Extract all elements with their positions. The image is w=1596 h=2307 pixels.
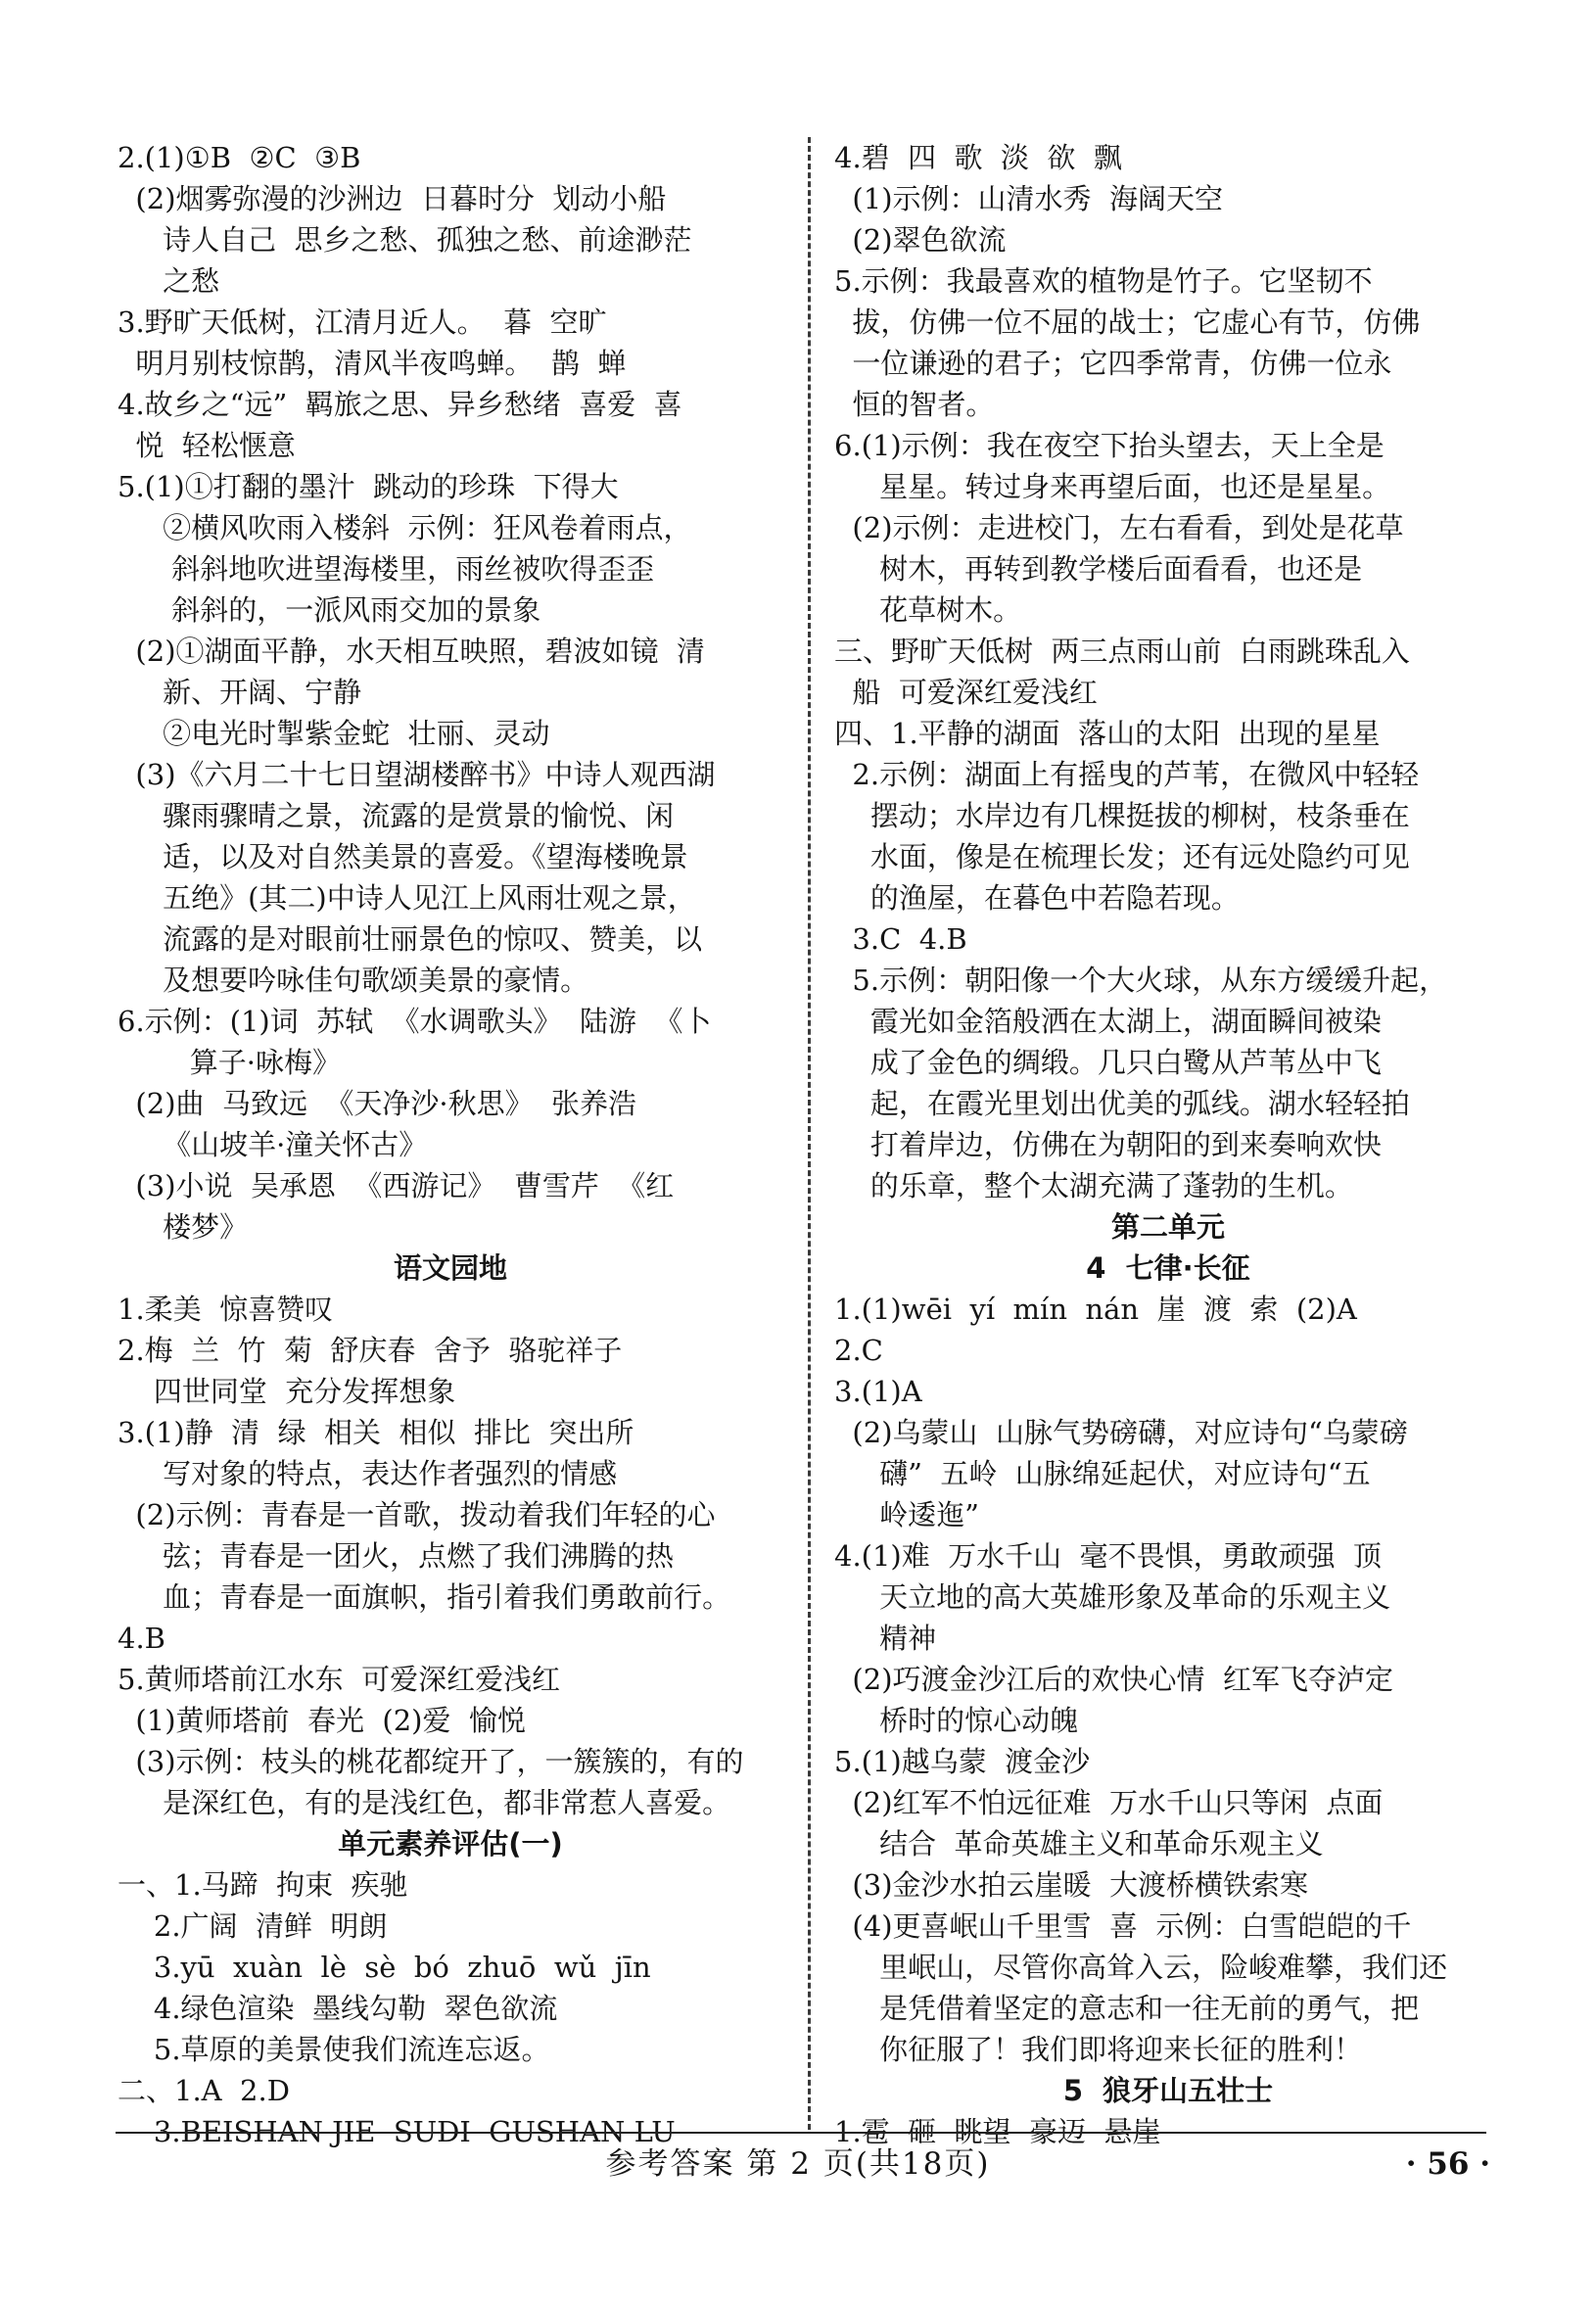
- answer-line: (2)巧渡金沙江后的欢快心情 红军飞夺泸定: [834, 1663, 1393, 1696]
- answer-line: (2)红军不怕远征难 万水千山只等闲 点面: [834, 1786, 1384, 1819]
- answer-line: 一位谦逊的君子；它四季常青，仿佛一位永: [834, 347, 1392, 380]
- answer-line: ②横风吹雨入楼斜 示例：狂风卷着雨点，: [117, 511, 692, 544]
- answer-line: 6.示例：(1)词 苏轼 《水调歌头》 陆游 《卜: [117, 1005, 712, 1038]
- answer-line: 水面，像是在梳理长发；还有远处隐约可见: [834, 840, 1410, 873]
- answer-line: (2)翠色欲流: [834, 223, 1007, 257]
- answer-line: 5.示例：我最喜欢的植物是竹子。它坚韧不: [834, 264, 1373, 298]
- answer-line: 2.(1)①B ②C ③B: [117, 141, 361, 174]
- answer-line: 明月别枝惊鹊，清风半夜鸣蝉。 鹊 蝉: [117, 347, 627, 380]
- answer-line: 3.yū xuàn lè sè bó zhuō wǔ jīn: [117, 1951, 651, 1984]
- section-heading: 4 七律·长征: [1086, 1251, 1250, 1285]
- answer-line: 霞光如金箔般洒在太湖上，湖面瞬间被染: [834, 1005, 1382, 1038]
- answer-line: 5.示例：朝阳像一个大火球，从东方缓缓升起，: [834, 964, 1448, 997]
- answer-line: 5.(1)越乌蒙 渡金沙: [834, 1745, 1091, 1778]
- answer-line: (3)金沙水拍云崖暖 大渡桥横铁索寒: [834, 1868, 1308, 1902]
- answer-line: 打着岸边，仿佛在为朝阳的到来奏响欢快: [834, 1128, 1382, 1161]
- answer-line: 5.黄师塔前江水东 可爱深红爱浅红: [117, 1663, 561, 1696]
- answer-line: 2.广阔 清鲜 明朗: [117, 1909, 388, 1943]
- answer-line: 4.绿色渲染 墨线勾勒 翠色欲流: [117, 1992, 558, 2025]
- answer-line: (3)小说 吴承恩 《西游记》 曹雪芹 《红: [117, 1169, 675, 1202]
- answer-line: (2)乌蒙山 山脉气势磅礴，对应诗句“乌蒙磅: [834, 1416, 1408, 1449]
- answer-line: 新、开阔、宁静: [117, 676, 362, 709]
- answer-line: 4.B: [117, 1622, 165, 1655]
- column-divider: [808, 137, 811, 2130]
- answer-line: 适，以及对自然美景的喜爱。《望海楼晚景: [117, 840, 688, 873]
- left-column: [117, 137, 783, 2152]
- answer-line: 5.草原的美景使我们流连忘返。: [117, 2033, 550, 2066]
- answer-line: 二、1.A 2.D: [117, 2074, 290, 2107]
- answer-line: (2)烟雾弥漫的沙洲边 日暮时分 划动小船: [117, 182, 667, 215]
- answer-line: 骤雨骤晴之景，流露的是赏景的愉悦、闲: [117, 799, 675, 832]
- answer-line: 花草树木。: [834, 593, 1022, 627]
- answer-line: 三、野旷天低树 两三点雨山前 白雨跳珠乱入: [834, 635, 1410, 668]
- section-heading: 语文园地: [393, 1251, 507, 1285]
- answer-line: 成了金色的绸缎。几只白鹭从芦苇丛中飞: [834, 1046, 1382, 1079]
- answer-line: 恒的智者。: [834, 388, 995, 421]
- answer-line: 天立地的高大英雄形象及革命的乐观主义: [834, 1580, 1391, 1614]
- answer-line: 四、1.平静的湖面 落山的太阳 出现的星星: [834, 717, 1381, 750]
- answer-line: (2)示例：走进校门，左右看看，到处是花草: [834, 511, 1404, 544]
- answer-line: 诗人自己 思乡之愁、孤独之愁、前途渺茫: [117, 223, 692, 257]
- answer-line: 5.(1)①打翻的墨汁 跳动的珍珠 下得大: [117, 470, 619, 503]
- answer-line: 结合 革命英雄主义和革命乐观主义: [834, 1827, 1324, 1860]
- page-number: · 56 ·: [1405, 2146, 1490, 2182]
- footer-rule: [116, 2132, 1486, 2134]
- footer-text: 参考答案 第 2 页(共18页): [605, 2146, 991, 2182]
- answer-line: 2.梅 兰 竹 菊 舒庆春 舍予 骆驼祥子: [117, 1334, 623, 1367]
- answer-line: 4.故乡之“远” 羁旅之思、异乡愁绪 喜爱 喜: [117, 388, 682, 421]
- section-heading: 单元素养评估(一): [338, 1827, 563, 1860]
- answer-line: (3)示例：枝头的桃花都绽开了，一簇簇的，有的: [117, 1745, 744, 1778]
- answer-line: 1.柔美 惊喜赞叹: [117, 1293, 334, 1326]
- section-heading: 5 狼牙山五壮士: [1062, 2074, 1274, 2107]
- answer-line: 岭逶迤”: [834, 1498, 979, 1531]
- section-heading: 第二单元: [1110, 1210, 1225, 1244]
- answer-line: 树木，再转到教学楼后面看看，也还是: [834, 552, 1363, 586]
- answer-line: 四世同堂 充分发挥想象: [117, 1375, 456, 1408]
- answer-line: 楼梦》: [117, 1210, 249, 1244]
- answer-line: 礴” 五岭 山脉绵延起伏，对应诗句“五: [834, 1457, 1371, 1490]
- answer-line: 桥时的惊心动魄: [834, 1704, 1079, 1737]
- answer-line: 3.C 4.B: [834, 922, 967, 956]
- right-column: [834, 137, 1502, 2152]
- answer-line: 3.野旷天低树，江清月近人。 暮 空旷: [117, 306, 607, 339]
- answer-line: 是深红色，有的是浅红色，都非常惹人喜爱。: [117, 1786, 731, 1819]
- answer-line: 算子·咏梅》: [117, 1046, 341, 1079]
- answer-line: 摆动；水岸边有几棵挺拔的柳树，枝条垂在: [834, 799, 1410, 832]
- answer-line: 流露的是对眼前壮丽景色的惊叹、赞美，以: [117, 922, 703, 956]
- answer-line: 1.雹 砸 眺望 豪迈 悬崖: [834, 2115, 1161, 2148]
- answer-line: 血；青春是一面旗帜，指引着我们勇敢前行。: [117, 1580, 731, 1614]
- answer-line: 2.示例：湖面上有摇曳的芦苇，在微风中轻轻: [834, 758, 1420, 791]
- answer-line: (4)更喜岷山千里雪 喜 示例：白雪皑皑的千: [834, 1909, 1412, 1943]
- answer-line: 精神: [834, 1622, 937, 1655]
- answer-line: 3.(1)A: [834, 1375, 922, 1408]
- answer-line: 写对象的特点，表达作者强烈的情感: [117, 1457, 618, 1490]
- answer-line: 斜斜的，一派风雨交加的景象: [117, 593, 541, 627]
- answer-line: 星星。转过身来再望后面，也还是星星。: [834, 470, 1391, 503]
- answer-line: (2)①湖面平静，水天相互映照，碧波如镜 清: [117, 635, 705, 668]
- answer-line: 里岷山，尽管你高耸入云，险峻难攀，我们还: [834, 1951, 1448, 1984]
- answer-line: 拔，仿佛一位不屈的战士；它虚心有节，仿佛: [834, 306, 1421, 339]
- answer-line: 的渔屋，在暮色中若隐若现。: [834, 881, 1240, 915]
- answer-line: (1)黄师塔前 春光 (2)爱 愉悦: [117, 1704, 526, 1737]
- answer-line: 3.(1)静 清 绿 相关 相似 排比 突出所: [117, 1416, 634, 1449]
- answer-line: 悦 轻松惬意: [117, 429, 296, 462]
- answer-line: 弦；青春是一团火，点燃了我们沸腾的热: [117, 1539, 675, 1573]
- answer-line: 的乐章，整个太湖充满了蓬勃的生机。: [834, 1169, 1353, 1202]
- answer-line: 4.(1)难 万水千山 毫不畏惧，勇敢顽强 顶: [834, 1539, 1383, 1573]
- answer-line: (2)示例：青春是一首歌，拨动着我们年轻的心: [117, 1498, 716, 1531]
- answer-line: (2)曲 马致远 《天净沙·秋思》 张养浩: [117, 1087, 637, 1120]
- answer-line: 你征服了！我们即将迎来长征的胜利！: [834, 2033, 1363, 2066]
- answer-line: 是凭借着坚定的意志和一往无前的勇气，把: [834, 1992, 1420, 2025]
- answer-line: (1)示例：山清水秀 海阔天空: [834, 182, 1223, 215]
- answer-line: 3.BEISHAN JIE SUDI GUSHAN LU: [117, 2115, 676, 2148]
- answer-line: 一、1.马蹄 拘束 疾驰: [117, 1868, 408, 1902]
- answer-line: 4.碧 四 歌 淡 欲 飘: [834, 141, 1122, 174]
- answer-line: 斜斜地吹进望海楼里，雨丝被吹得歪歪: [117, 552, 655, 586]
- answer-line: 2.C: [834, 1334, 883, 1367]
- answer-line: 《山坡羊·潼关怀古》: [117, 1128, 428, 1161]
- answer-line: 6.(1)示例：我在夜空下抬头望去，天上全是: [834, 429, 1385, 462]
- answer-line: (3)《六月二十七日望湖楼醉书》中诗人观西湖: [117, 758, 716, 791]
- answer-line: 及想要吟咏佳句歌颂美景的豪情。: [117, 964, 589, 997]
- answer-line: 起，在霞光里划出优美的弧线。湖水轻轻拍: [834, 1087, 1410, 1120]
- answer-line: 1.(1)wēi yí mín nán 崖 渡 索 (2)A: [834, 1293, 1357, 1326]
- answer-line: 之愁: [117, 264, 220, 298]
- answer-line: ②电光时掣紫金蛇 壮丽、灵动: [117, 717, 550, 750]
- answer-line: 船 可爱深红爱浅红: [834, 676, 1098, 709]
- answer-line: 五绝》(其二)中诗人见江上风雨壮观之景，: [117, 881, 696, 915]
